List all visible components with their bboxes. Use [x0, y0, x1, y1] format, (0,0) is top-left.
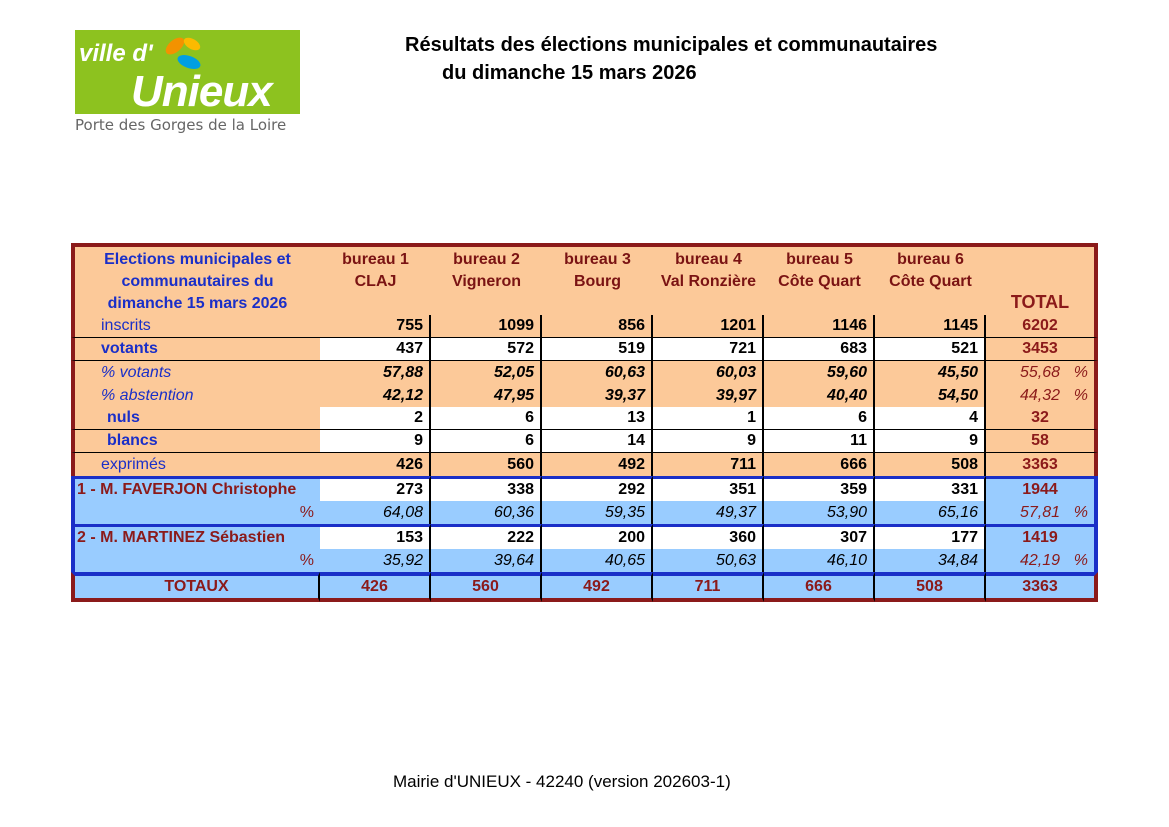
logo-green-box [75, 30, 300, 114]
cell: 560 [431, 453, 542, 476]
row-label: % abstention [71, 384, 320, 407]
cell: 60,03 [653, 361, 764, 384]
cell: 60,63 [542, 361, 653, 384]
results-table-wrapper [71, 243, 1098, 602]
cell: 200 [542, 524, 653, 549]
total-cell: 58 [986, 430, 1098, 453]
table-header-row [71, 243, 1098, 315]
cell: 45,50 [875, 361, 986, 384]
cell: 64,08 [320, 501, 431, 524]
header-bureau-2: bureau 2 Vigneron [431, 243, 542, 315]
candidate-name: 2 - M. MARTINEZ Sébastien [71, 524, 320, 549]
row-pct-abstention [71, 384, 1098, 407]
cell: 42,12 [320, 384, 431, 407]
total-cell: 57,81 % [986, 501, 1098, 524]
cell: 292 [542, 476, 653, 501]
candidate-name: 1 - M. FAVERJON Christophe [71, 476, 320, 501]
row-label: exprimés [71, 453, 320, 476]
cell: 6 [431, 430, 542, 453]
cell: 13 [542, 407, 653, 430]
cell: 492 [542, 572, 653, 602]
total-cell: 3363 [986, 572, 1098, 602]
cell: 437 [320, 338, 431, 361]
cell: 9 [653, 430, 764, 453]
cell: 1 [653, 407, 764, 430]
cell: 39,97 [653, 384, 764, 407]
logo-ville-text: ville d' [79, 40, 153, 67]
cell: 49,37 [653, 501, 764, 524]
row-candidate-2-votes [71, 524, 1098, 549]
row-label: votants [71, 338, 320, 361]
cell: 338 [431, 476, 542, 501]
total-cell: 55,68 % [986, 361, 1098, 384]
cell: 46,10 [764, 549, 875, 572]
cell: 721 [653, 338, 764, 361]
cell: 1099 [431, 315, 542, 338]
cell: 4 [875, 407, 986, 430]
cell: 40,65 [542, 549, 653, 572]
pct-label: % [71, 501, 320, 524]
total-cell: 32 [986, 407, 1098, 430]
row-label: nuls [71, 407, 320, 430]
cell: 856 [542, 315, 653, 338]
header-total: TOTAL [986, 243, 1098, 315]
page-title-line1: Résultats des élections municipales et communautaires [405, 34, 938, 56]
cell: 1145 [875, 315, 986, 338]
header-bureau-1: bureau 1 CLAJ [320, 243, 431, 315]
cell: 65,16 [875, 501, 986, 524]
totaux-label: TOTAUX [71, 572, 320, 602]
cell: 40,40 [764, 384, 875, 407]
row-nuls [71, 407, 1098, 430]
row-pct-votants [71, 361, 1098, 384]
cell: 426 [320, 453, 431, 476]
cell: 39,37 [542, 384, 653, 407]
cell: 666 [764, 572, 875, 602]
cell: 521 [875, 338, 986, 361]
cell: 57,88 [320, 361, 431, 384]
cell: 711 [653, 453, 764, 476]
total-cell: 1944 [986, 476, 1098, 501]
cell: 666 [764, 453, 875, 476]
cell: 47,95 [431, 384, 542, 407]
results-table [71, 243, 1098, 602]
row-label: inscrits [71, 315, 320, 338]
page-footer: Mairie d'UNIEUX - 42240 (version 202603-1) [393, 772, 731, 791]
page-title-line2: du dimanche 15 mars 2026 [442, 62, 697, 84]
row-candidate-2-pct [71, 549, 1098, 572]
header-bureau-3: bureau 3 Bourg [542, 243, 653, 315]
cell: 1146 [764, 315, 875, 338]
logo-tagline: Porte des Gorges de la Loire [75, 116, 287, 134]
cell: 34,84 [875, 549, 986, 572]
cell: 50,63 [653, 549, 764, 572]
total-cell: 44,32 % [986, 384, 1098, 407]
row-exprimes [71, 453, 1098, 476]
cell: 59,35 [542, 501, 653, 524]
cell: 2 [320, 407, 431, 430]
row-label: % votants [71, 361, 320, 384]
cell: 508 [875, 572, 986, 602]
cell: 519 [542, 338, 653, 361]
row-inscrits [71, 315, 1098, 338]
header-bureau-4: bureau 4 Val Ronzière [653, 243, 764, 315]
total-cell: 3453 [986, 338, 1098, 361]
cell: 273 [320, 476, 431, 501]
row-blancs [71, 430, 1098, 453]
total-cell: 6202 [986, 315, 1098, 338]
cell: 426 [320, 572, 431, 602]
cell: 153 [320, 524, 431, 549]
cell: 11 [764, 430, 875, 453]
cell: 35,92 [320, 549, 431, 572]
row-candidate-1-pct [71, 501, 1098, 524]
cell: 351 [653, 476, 764, 501]
cell: 222 [431, 524, 542, 549]
unieux-logo [75, 30, 305, 140]
total-cell: 42,19 % [986, 549, 1098, 572]
cell: 54,50 [875, 384, 986, 407]
cell: 572 [431, 338, 542, 361]
cell: 60,36 [431, 501, 542, 524]
logo-unieux-text: Unieux [131, 67, 272, 116]
row-label: blancs [71, 430, 320, 453]
total-cell: 1419 [986, 524, 1098, 549]
header-bureau-6: bureau 6 Côte Quart [875, 243, 986, 315]
header-bureau-5: bureau 5 Côte Quart [764, 243, 875, 315]
cell: 14 [542, 430, 653, 453]
cell: 492 [542, 453, 653, 476]
total-cell: 3363 [986, 453, 1098, 476]
cell: 39,64 [431, 549, 542, 572]
cell: 9 [320, 430, 431, 453]
cell: 331 [875, 476, 986, 501]
cell: 360 [653, 524, 764, 549]
cell: 711 [653, 572, 764, 602]
row-votants [71, 338, 1098, 361]
cell: 1201 [653, 315, 764, 338]
cell: 359 [764, 476, 875, 501]
cell: 52,05 [431, 361, 542, 384]
row-totaux [71, 572, 1098, 602]
cell: 53,90 [764, 501, 875, 524]
cell: 508 [875, 453, 986, 476]
cell: 755 [320, 315, 431, 338]
pct-label: % [71, 549, 320, 572]
cell: 59,60 [764, 361, 875, 384]
cell: 9 [875, 430, 986, 453]
cell: 6 [764, 407, 875, 430]
header-description: Elections municipales et communautaires du dimanche 15 mars 2026 [71, 243, 320, 315]
cell: 307 [764, 524, 875, 549]
row-candidate-1-votes [71, 476, 1098, 501]
cell: 177 [875, 524, 986, 549]
cell: 6 [431, 407, 542, 430]
cell: 683 [764, 338, 875, 361]
cell: 560 [431, 572, 542, 602]
